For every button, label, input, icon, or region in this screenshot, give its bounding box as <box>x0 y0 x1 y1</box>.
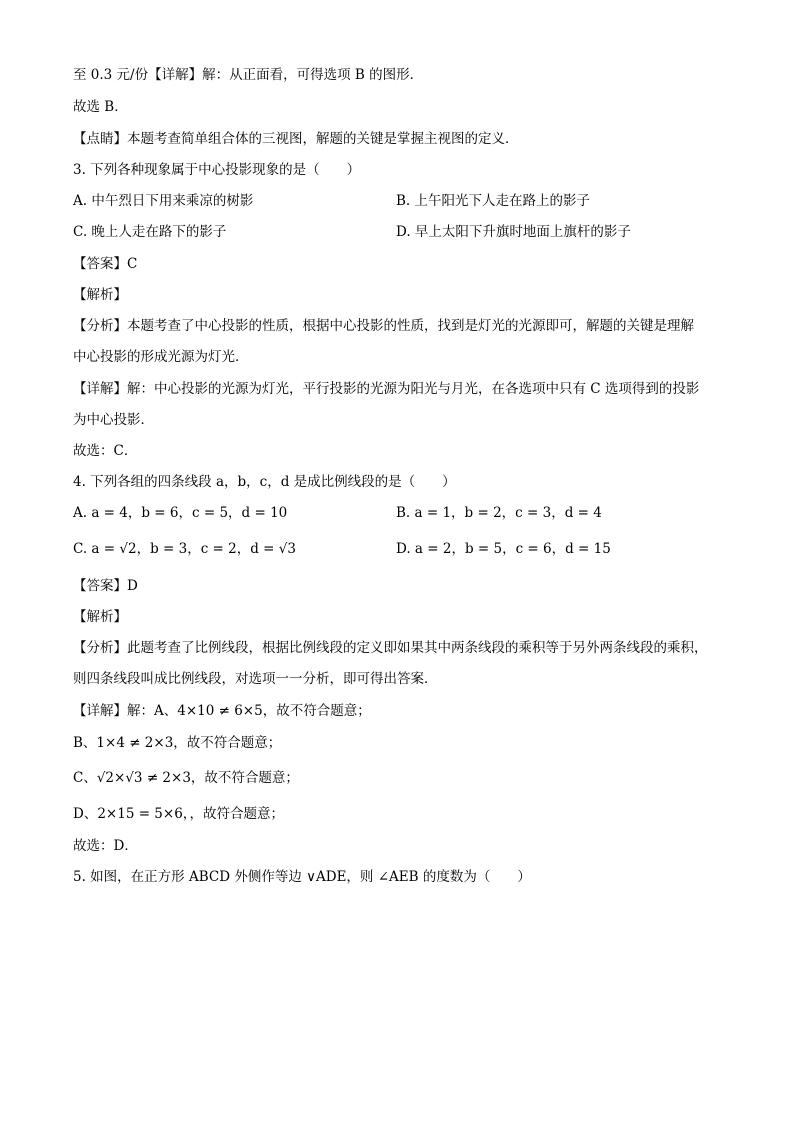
question-4-stem: 4. 下列各组的四条线段 a，b，c，d 是成比例线段的是（ ） <box>73 474 456 490</box>
option-a: A. a = 4，b = 6，c = 5，d = 10 <box>73 505 288 521</box>
text-line: 【分析】本题考查了中心投影的性质，根据中心投影的性质，找到是灯光的光源即可，解题的关键是理解 <box>73 318 694 334</box>
text-line: 故选：C． <box>73 443 138 459</box>
question-5-stem: 5. 如图，在正方形 ABCD 外侧作等边 ∨ADE，则 ∠AEB 的度数为（ ） <box>73 869 531 885</box>
text-line: 为中心投影． <box>73 412 154 428</box>
text-line: 【点睛】本题考查简单组合体的三视图，解题的关键是掌握主视图的定义． <box>73 131 519 147</box>
option-d: D. 早上太阳下升旗时地面上旗杆的影子 <box>396 224 631 240</box>
option-c: C. 晚上人走在路下的影子 <box>73 224 227 240</box>
analysis-heading: 【解析】 <box>73 287 127 303</box>
option-b: B. a = 1，b = 2，c = 3，d = 4 <box>396 505 602 521</box>
question-3-stem: 3. 下列各种现象属于中心投影现象的是（ ） <box>73 162 361 178</box>
text-line: 则四条线段叫成比例线段，对选项一一分析，即可得出答案． <box>73 671 438 687</box>
text-line: 【详解】解：中心投影的光源为灯光，平行投影的光源为阳光与月光，在各选项中只有 C 选项得到的投影 <box>73 381 700 397</box>
answer-label: 【答案】C <box>73 256 138 272</box>
text-line: 【详解】解：A、4×10 ≠ 6×5，故不符合题意； <box>73 703 371 719</box>
text-line: D、2×15 = 5×6，，故符合题意； <box>73 806 285 822</box>
text-line: B、1×4 ≠ 2×3，故不符合题意； <box>73 735 282 751</box>
answer-label: 【答案】D <box>73 578 138 594</box>
text-line: 中心投影的形成光源为灯光． <box>73 349 249 365</box>
option-d: D. a = 2，b = 5，c = 6，d = 15 <box>396 541 611 557</box>
text-line: 故选 B． <box>73 99 128 115</box>
option-a: A. 中午烈日下用来乘凉的树影 <box>73 193 254 209</box>
analysis-heading: 【解析】 <box>73 609 127 625</box>
option-c: C. a = √2，b = 3，c = 2，d = √3 <box>73 541 296 557</box>
text-line: 故选：D． <box>73 838 138 854</box>
text-line: 至 0.3 元/份【详解】解：从正面看，可得选项 B 的图形． <box>73 67 424 83</box>
text-line: C、√2×√3 ≠ 2×3，故不符合题意； <box>73 770 299 786</box>
option-b: B. 上午阳光下人走在路上的影子 <box>396 193 591 209</box>
text-line: 【分析】此题考查了比例线段，根据比例线段的定义即如果其中两条线段的乘积等于另外两条线段的乘积， <box>73 640 708 656</box>
